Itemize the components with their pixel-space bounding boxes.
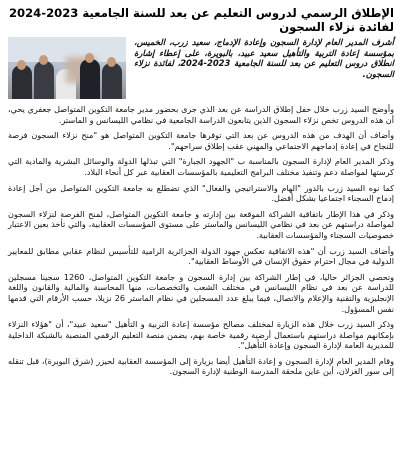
article-paragraph: كما نوه السيد زرب بالدور "الهام والاستراتيجي والفعال" الذي تضطلع به جامعة التكوين المتواصل من أجل إعادة إدماج السجناء اجتماعيا بشكل أفضل. xyxy=(8,182,394,204)
article-paragraph: وأوضح السيد زرب خلال حفل إطلاق الدراسة عن بعد الذي جرى بحضور مدير جامعة التكوين المتواصل جعفري يحي، أن هذه الدروس تخص نزلاء السجون الذين يتابعون الدراسة الجامعية في نظامي الليسانس و الماستر. xyxy=(8,104,394,125)
article-headline: الإطلاق الرسمي لدروس التعليم عن بعد للسنة الجامعية 2023-2024 لفائدة نزلاء السجون xyxy=(8,6,394,34)
article-paragraph: وتحصي الجزائر حاليا، في إطار الشراكة بين إدارة السجون و جامعة التكوين المتواصل، 1260 سجينا مسجلين للدراسة عن بعد في نظام الليسانس في مختلف الشعب والتخصصات، منها المحاسبة والمالية والقانون واللغة الإنجليزية والتقنية والإعلام والاتصال، فيما يبلغ عدد المسجلين في نظام الماستر 26 نزيلا، حسب الأرقام التي قدمها نفس المسؤول. xyxy=(8,271,394,314)
article-paragraph: وذكر المدير العام لإدارة السجون بالمناسبة ب "الجهود الجبارة" التي تبذلها الدولة والوسائل البشرية والمادية التي كرستها لمواصلة دعم وتنفيذ مختلف البرامج التعليمية بالمؤسسات العقابية عبر كل أنحاء البلاد. xyxy=(8,156,394,177)
article-lead: أشرف المدير العام لإدارة السجون وإعادة الإدماج، سعيد زرب، الخميس، بمؤسسة إعادة التربية والتأهيل سعيد عبيد، بالبويرة، على إعطاء إشارة انطلاق دروس التعليم عن بعد للسنة الجامعية 2023-2024، لفائدة نزلاء السجون. xyxy=(134,37,394,79)
article-paragraph: وقام المدير العام لإدارة السجون و إعادة التأهيل أيضا بزيارة إلى المؤسسة العقابية لحيزر (شرق البويرة)، قبل تنقله إلى سور الغزلان، أين عاين ملحقة المدرسة الوطنية لإدارة السجون. xyxy=(8,355,394,377)
article-paragraph: وذكر في هذا الإطار باتفاقية الشراكة الموقعة بين إدارته و جامعة التكوين المتواصل، لمنح الفرصة لنزلاء السجون لمواصلة دراستهم عن بعد في نظامي الليسانس والماستر على مستوى المؤسسات العقابية، والتي تأخذ بعين الاعتبار خصوصيات السجناء والمؤسسات العقابية. xyxy=(8,208,394,240)
article-paragraph: وأضاف السيد زرب أن "هذه الاتفاقية تعكس جهود الدولة الجزائرية الرامية للتأسيس لنظام عقابي مطابق للمعايير الدولية في مجال احترام حقوق الإنسان في الأوساط العقابية". xyxy=(8,245,394,267)
article-paragraph: وذكر السيد زرب خلال هذه الزيارة لمختلف مصالح مؤسسة إعادة التربية و التأهيل "سعيد عبيد"، أن "هؤلاء النزلاء بإمكانهم مواصلة دراستهم باستعمال أرضية رقمية خاصة بهم، يضمن منصة التعليم الرقمي المنصبة بالشبكة الداخلية للمديرية العامة لإدارة السجون وإعادة التأهيل". xyxy=(8,319,394,351)
article-photo xyxy=(8,37,126,99)
article-intro xyxy=(8,37,394,99)
article-paragraph: وأضاف أن الهدف من هذه الدروس عن بعد التي توفرها جامعة التكوين المتواصل هو "منح نزلاء السجون فرصة للنجاح في إعادة إدماجهم الاجتماعي والمهني عقب إطلاق سراحهم". xyxy=(8,130,394,151)
